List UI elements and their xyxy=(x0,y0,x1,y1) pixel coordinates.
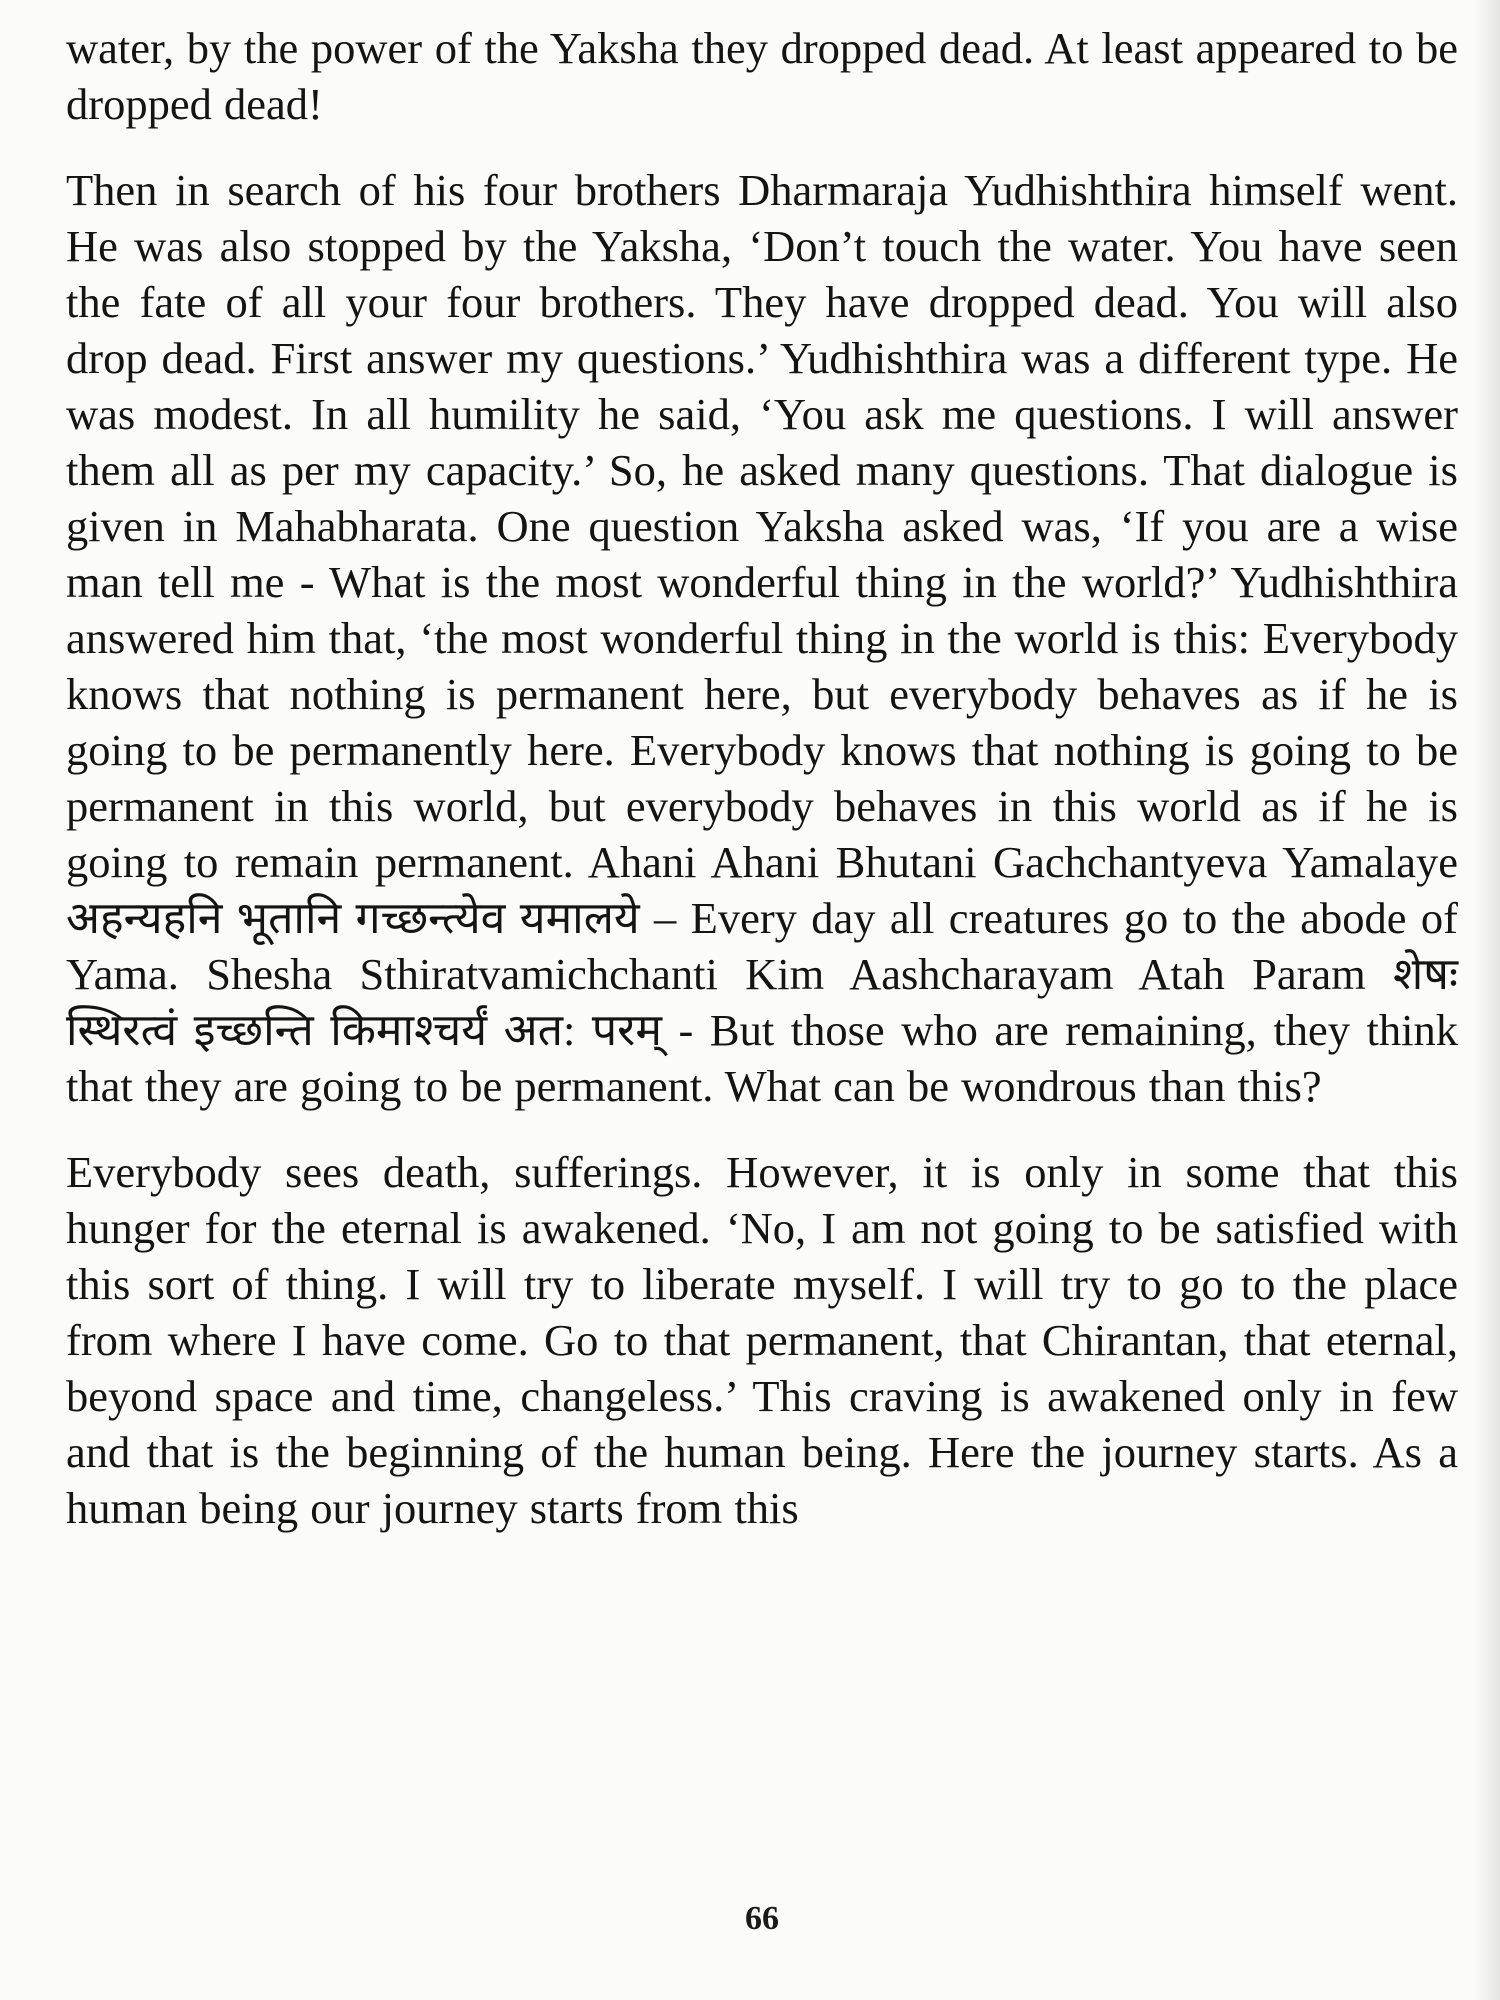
page-edge-shadow xyxy=(1474,0,1500,2000)
paragraph-2: Then in search of his four brothers Dharmaraja Yudhishthira himself went. He was also stopped by the Yaksha, ‘Don’t touch the water. You have seen the fate of all your four brothers. They have dropped dead. You will also drop dead. First answer my questions.’ Yudhishthira was a different type. He was modest. In all humility he said, ‘You ask me questions. I will answer them all as per my capacity.’ So, he asked many questions. That dialogue is given in Mahabharata. One question Yaksha asked was, ‘If you are a wise man tell me - What is the most wonderful thing in the world?’ Yudhishthira answered him that, ‘the most wonderful thing in the world is this: Everybody knows that nothing is permanent here, but everybody behaves as if he is going to be permanently here. Everybody knows that nothing is going to be permanent in this world, but everybody behaves in this world as if he is going to remain permanent. Ahani Ahani Bhutani Gachchantyeva Yamalaye अहन्यहनि भूतानि गच्छन्त्येव यमालये – Every day all creatures go to the abode of Yama. Shesha Sthiratvamichchanti Kim Aashcharayam Atah Param शेषः स्थिरत्वं इच्छन्ति किमाश्चर्यं अत: परम् - But those who are remaining, they think that they are going to be permanent. What can be wondrous than this? xyxy=(66,165,1458,1111)
paragraph-1: water, by the power of the Yaksha they dropped dead. At least appeared to be dropped dead! xyxy=(66,23,1458,129)
book-page xyxy=(66,20,1458,1980)
paragraph-3: Everybody sees death, sufferings. However, it is only in some that this hunger for the eternal is awakened. ‘No, I am not going to be satisfied with this sort of thing. I will try to liberate myself. I will try to go to the place from where I have come. Go to that permanent, that Chirantan, that eternal, beyond space and time, changeless.’ This craving is awakened only in few and that is the beginning of the human being. Here the journey starts. As a human being our journey starts from this xyxy=(66,1147,1458,1533)
page-number: 66 xyxy=(745,1900,779,1937)
